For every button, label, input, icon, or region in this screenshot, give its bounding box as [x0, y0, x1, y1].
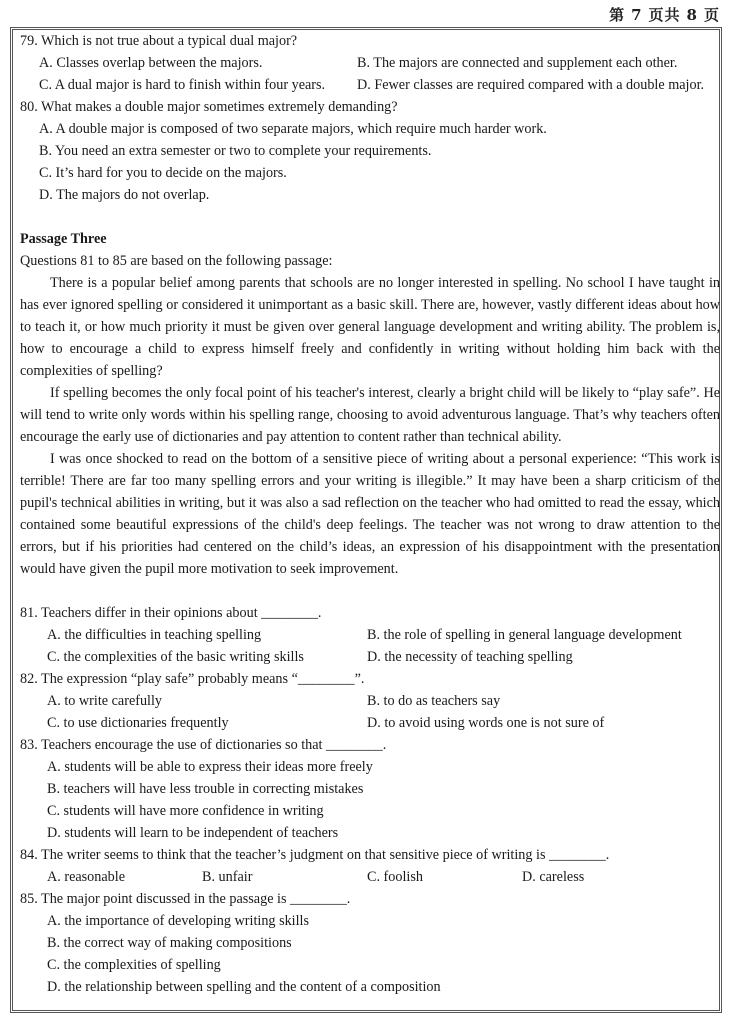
option-a: A. A double major is composed of two separate majors, which require much harder work. [39, 121, 547, 137]
option-c: C. to use dictionaries frequently [47, 715, 229, 731]
option-a: A. the difficulties in teaching spelling [47, 627, 262, 643]
question-stem: 80. What makes a double major sometimes extremely demanding? [20, 99, 398, 115]
current-page-number: 7 [631, 6, 643, 24]
option-a: A. students will be able to express their ideas more freely [47, 759, 373, 775]
page-number-header [603, 4, 720, 25]
page-header-part: 页共 [648, 6, 681, 24]
option-d: D. to avoid using words one is not sure of [367, 715, 605, 731]
option-d: D. The majors do not overlap. [39, 187, 210, 203]
question-83 [20, 734, 720, 844]
question-stem: 82. The expression “play safe” probably means “________”. [20, 671, 365, 687]
passage-title: Passage Three [20, 231, 107, 247]
option-b: B. unfair [202, 869, 253, 885]
option-b: B. teachers will have less trouble in correcting mistakes [47, 781, 364, 797]
question-stem: 79. Which is not true about a typical dual major? [20, 33, 298, 49]
option-a: A. the importance of developing writing skills [47, 913, 310, 929]
page-header-part: 页 [703, 6, 720, 24]
question-stem: 85. The major point discussed in the passage is ________. [20, 891, 351, 907]
option-d: D. careless [522, 869, 585, 885]
option-a: A. Classes overlap between the majors. [39, 55, 263, 71]
option-d: D. Fewer classes are required compared with a double major. [357, 77, 705, 93]
option-c: C. the complexities of spelling [47, 957, 221, 973]
passage-paragraph: There is a popular belief among parents that schools are no longer interested in spelling. No school I have taught in has ever ignored spelling or considered it unimportant as a basic skill. There are, however, vastly different ideas about how to teach it, or how much priority it must be given over general language development and writing ability. The problem is, how to encourage a child to express himself freely and confidently in writing without holding him back with the complexities of spelling? [20, 275, 720, 379]
option-a: A. reasonable [47, 869, 125, 885]
option-c: C. the complexities of the basic writing skills [47, 649, 304, 665]
option-c: C. It’s hard for you to decide on the majors. [39, 165, 287, 181]
question-stem: 83. Teachers encourage the use of dictionaries so that ________. [20, 737, 387, 753]
option-b: B. The majors are connected and supplement each other. [357, 55, 678, 71]
option-d: D. the relationship between spelling and the content of a composition [47, 979, 441, 995]
passage-three [20, 228, 720, 580]
exam-content [20, 30, 720, 998]
page-header-part: 第 [609, 6, 626, 24]
total-page-number: 8 [686, 6, 698, 24]
passage-intro: Questions 81 to 85 are based on the following passage: [20, 253, 333, 269]
option-d: D. the necessity of teaching spelling [367, 649, 573, 665]
option-b: B. You need an extra semester or two to complete your requirements. [39, 143, 432, 159]
question-stem: 81. Teachers differ in their opinions about ________. [20, 605, 322, 621]
question-82 [20, 668, 720, 734]
option-c: C. foolish [367, 869, 423, 885]
question-stem: 84. The writer seems to think that the teacher’s judgment on that sensitive piece of writing is ________. [20, 847, 610, 863]
option-c: C. students will have more confidence in writing [47, 803, 324, 819]
option-b: B. the correct way of making compositions [47, 935, 292, 951]
question-84 [20, 844, 720, 888]
option-a: A. to write carefully [47, 693, 163, 709]
option-b: B. the role of spelling in general language development [367, 627, 682, 643]
question-85 [20, 888, 720, 998]
passage-paragraph: I was once shocked to read on the bottom of a sensitive piece of writing about a personal experience: “This work is terrible! There are far too many spelling errors and your writing is illegible.” It may have been a sharp criticism of the pupil's technical abilities in writing, but it was also a sad reflection on the teacher who had omitted to read the essay, which contained some beautiful expressions of the child's deep feelings. The teacher was not wrong to draw attention to the errors, but if his priorities had centered on the child’s ideas, an expression of his disappointment with the presentation would have given the pupil more motivation to seek improvement. [20, 451, 720, 577]
passage-paragraph: If spelling becomes the only focal point of his teacher's interest, clearly a bright child will be likely to “play safe”. He will tend to write only words within his spelling range, choosing to avoid adventurous language. That’s why teachers often encourage the early use of dictionaries and pay attention to content rather than technical ability. [20, 385, 720, 445]
question-81 [20, 602, 720, 668]
option-b: B. to do as teachers say [367, 693, 501, 709]
option-d: D. students will learn to be independent of teachers [47, 825, 339, 841]
question-80 [20, 96, 720, 206]
option-c: C. A dual major is hard to finish within four years. [39, 77, 326, 93]
question-79 [20, 30, 720, 96]
